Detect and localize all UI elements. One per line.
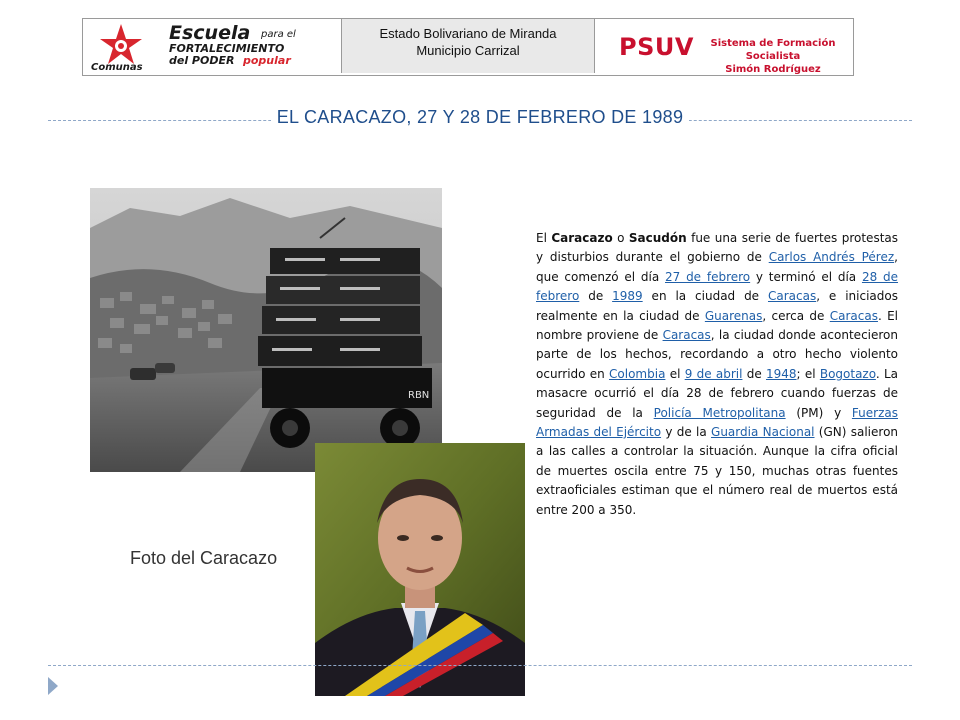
- page-title: EL CARACAZO, 27 Y 28 DE FEBRERO DE 1989: [271, 107, 690, 127]
- body-text: El: [536, 231, 552, 245]
- photo-caption: Foto del Caracazo: [130, 548, 278, 568]
- link-policia-metropolitana[interactable]: Policía Metropolitana: [653, 405, 786, 420]
- bullet-triangle-icon: [47, 676, 59, 696]
- body-text: . La masacre ocurrió el día 28 de febrero cuando fuerzas de seguridad de la: [536, 366, 898, 420]
- escuela-logo: [83, 19, 339, 73]
- psuv-line2: Simón Rodríguez: [725, 64, 821, 75]
- body-text: en la ciudad de: [642, 289, 768, 304]
- body-text: . El nombre proviene de: [536, 308, 899, 343]
- body-text: (GN) salieron a las calles a controlar la situación. Aunque la cifra oficial de muertes oscila entre 75 y 150, muchas otras fuentes extraoficiales estiman que el número real de muertos está entre 200 a 350.: [536, 425, 899, 517]
- psuv-line1: Sistema de Formación Socialista: [710, 38, 836, 62]
- link-1989[interactable]: 1989: [612, 289, 643, 304]
- president-portrait: [315, 443, 525, 696]
- link-caracas[interactable]: Caracas: [829, 308, 878, 323]
- body-text: de: [579, 289, 613, 304]
- link-colombia[interactable]: Colombia: [609, 366, 666, 381]
- term-sacudon: Sacudón: [628, 231, 687, 245]
- psuv-acronym: PSUV: [619, 33, 694, 61]
- link-caracas[interactable]: Caracas: [662, 328, 711, 343]
- link-9-de-abril[interactable]: 9 de abril: [684, 366, 743, 381]
- link-bogotazo[interactable]: Bogotazo: [819, 366, 876, 381]
- body-text: de: [742, 366, 766, 381]
- header-banner: [82, 18, 854, 76]
- logo-para-el-text: para el: [261, 29, 296, 40]
- link-caracas[interactable]: Caracas: [767, 289, 817, 304]
- body-text: , e iniciados realmente en la ciudad de: [536, 289, 898, 323]
- body-text: , que comenzó el día: [536, 250, 898, 284]
- body-text: ; el: [796, 366, 820, 381]
- body-text: (PM) y: [785, 405, 852, 420]
- body-text: , cerca de: [762, 308, 830, 323]
- article-body: [536, 229, 898, 520]
- body-text: o: [612, 231, 629, 245]
- logo-escuela-text: Escuela: [169, 22, 251, 44]
- link-1948[interactable]: 1948: [765, 366, 797, 381]
- link-28-de-febrero[interactable]: 28 de febrero: [536, 269, 899, 304]
- page-title-wrap: [0, 107, 960, 128]
- body-text: el: [665, 366, 685, 381]
- link-guarenas[interactable]: Guarenas: [704, 308, 763, 323]
- body-text: fue una serie de fuertes protestas y disturbios durante el gobierno de: [536, 231, 899, 265]
- link-guardia-nacional[interactable]: Guardia Nacional: [711, 425, 815, 440]
- footer-divider: [48, 665, 912, 666]
- logo-del-poder-text: del PODER: [169, 54, 235, 67]
- body-text: y de la: [661, 425, 712, 440]
- link-27-de-febrero[interactable]: 27 de febrero: [665, 269, 751, 284]
- body-text: y terminó el día: [750, 269, 862, 284]
- psuv-logo: [597, 19, 853, 73]
- municipality-name: Municipio Carrizal: [416, 43, 520, 58]
- term-caracazo: Caracazo: [551, 231, 613, 245]
- state-name: Estado Bolivariano de Miranda: [379, 26, 557, 41]
- logo-comunas-text: Comunas: [91, 62, 143, 73]
- logo-fortalecimiento-text: FORTALECIMIENTO: [169, 42, 285, 55]
- institution-block: [341, 19, 595, 73]
- caracazo-photo: [90, 188, 442, 472]
- photo-credit: RBN: [408, 390, 430, 401]
- psuv-subtitle: [693, 37, 853, 76]
- logo-popular-text: popular: [243, 54, 291, 67]
- link-carlos-andres-perez[interactable]: Carlos Andrés Pérez: [768, 250, 895, 265]
- link-fuerzas-armadas[interactable]: Fuerzas Armadas del Ejército: [536, 405, 898, 440]
- body-text: , la ciudad donde acontecieron parte de los hechos, recordando a otro hecho violento ocurrido en: [536, 328, 898, 381]
